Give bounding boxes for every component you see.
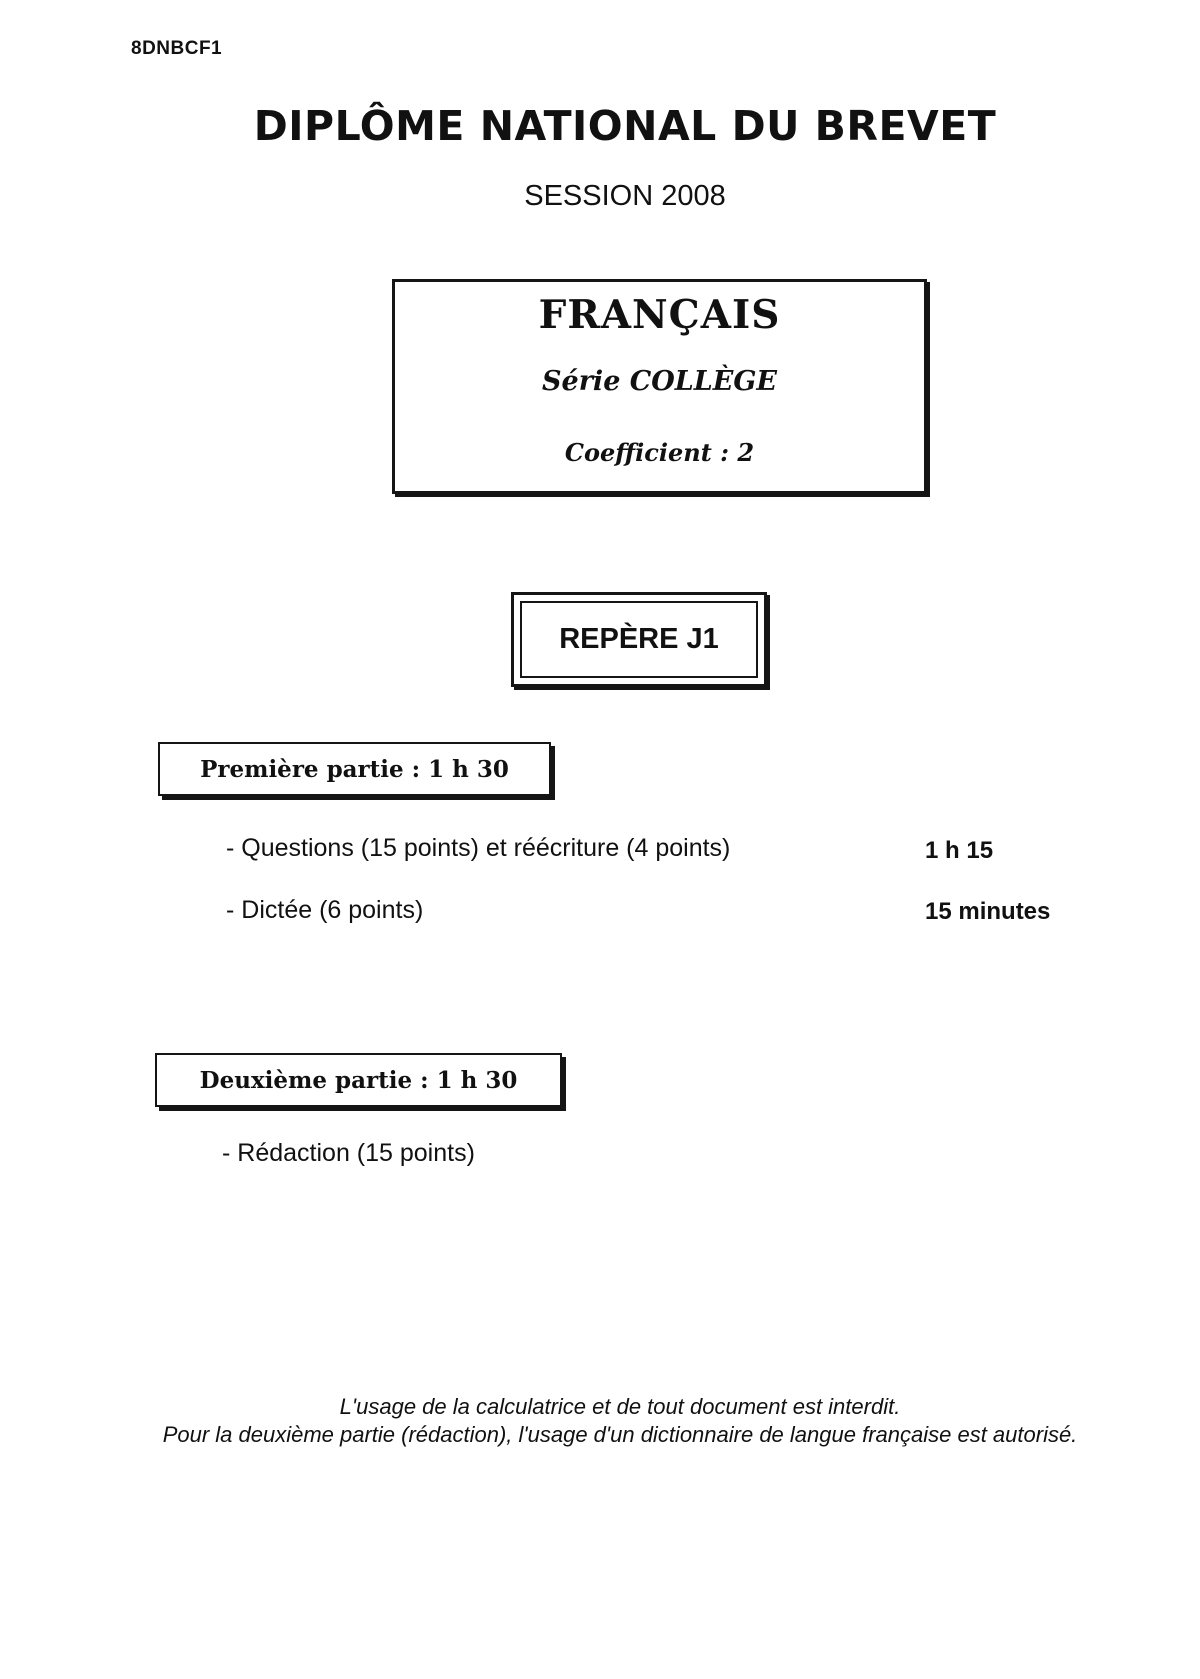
subject-name: FRANÇAIS [538, 292, 781, 338]
document-code: 8DNBCF1 [131, 38, 223, 59]
page-title: DIPLÔME NATIONAL DU BREVET [253, 102, 997, 150]
part2-item-redaction: - Rédaction (15 points) [222, 1139, 475, 1167]
part1-item-questions: - Questions (15 points) et réécriture (4 points) [226, 834, 731, 862]
part1-item-dictee-duration: 15 minutes [925, 898, 1051, 925]
repere-frame [511, 592, 767, 687]
subject-serie: Série COLLÈGE [542, 366, 777, 397]
part2-title: Deuxième partie : 1 h 30 [155, 1053, 562, 1107]
footer-note-calculator: L'usage de la calculatrice et de tout document est interdit. [339, 1394, 901, 1419]
part1-item-questions-duration: 1 h 15 [925, 837, 994, 864]
footer-note-dictionary: Pour la deuxième partie (rédaction), l'usage d'un dictionnaire de langue française est autorisé. [162, 1422, 1078, 1447]
repere-label: REPÈRE J1 [520, 601, 758, 678]
subject-coefficient: Coefficient : 2 [564, 438, 755, 467]
session-label: SESSION 2008 [524, 180, 726, 212]
part1-item-dictee: - Dictée (6 points) [226, 896, 424, 924]
part1-title: Première partie : 1 h 30 [158, 742, 551, 796]
